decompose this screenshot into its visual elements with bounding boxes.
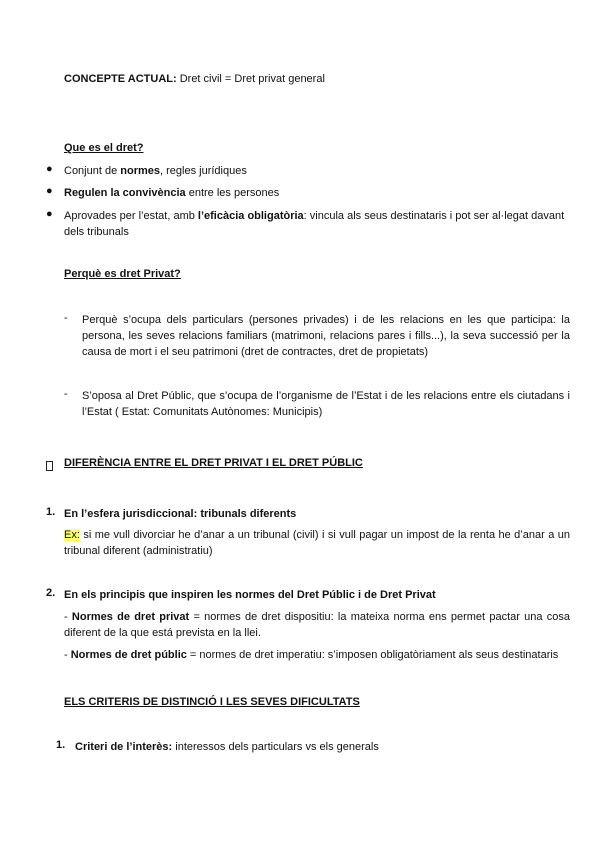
item-text: Conjunt de: [64, 165, 121, 177]
bullet-icon: ●: [46, 208, 53, 220]
line-prefix: -: [64, 611, 72, 623]
line-prefix: -: [64, 649, 71, 661]
item-text: , regles jurídiques: [160, 165, 247, 177]
point-2-line-1: [64, 609, 570, 641]
checkbox-bullet-icon: [46, 458, 53, 476]
perque-item-2: S’oposa al Dret Públic, que s’ocupa de l’organisme de l’Estat i de les relacions entre els ciutadans i l’Estat ( Estat: Comunitats Autònomes: Municipis): [82, 390, 570, 418]
item-text: Aprovades per l’estat, amb: [64, 210, 198, 222]
perque-heading: Perquè es dret Privat?: [64, 268, 181, 280]
criteri-1: [75, 739, 570, 755]
item-bold: Regulen la convivència: [64, 187, 186, 199]
concepte-label: CONCEPTE ACTUAL:: [64, 73, 177, 85]
concepte-line: [64, 71, 564, 87]
que-es-item-3: [64, 208, 570, 240]
item-text: : vincula als seus destinataris i pot ser al·legat davant dels tribunals: [64, 210, 565, 238]
line-bold: Normes de dret públic: [70, 649, 187, 661]
que-es-item-1: [64, 163, 570, 179]
point-number: 1.: [46, 506, 56, 518]
que-es-item-2: [64, 185, 570, 201]
example-text: si me vull divorciar he d’anar a un tribunal (civil) i si vull pagar un impost de la renta he d’anar a un tribunal diferent (administratiu): [64, 529, 570, 557]
diferencia-heading: DIFERÈNCIA ENTRE EL DRET PRIVAT I EL DRET PÚBLIC: [64, 457, 363, 469]
item-text: entre les persones: [185, 187, 280, 199]
line-bold: Normes de dret privat: [71, 611, 190, 623]
point-1-title: En l’esfera jurisdiccional: tribunals diferents: [64, 508, 297, 520]
point-number: 2.: [46, 587, 56, 599]
dash-marker: -: [64, 388, 68, 400]
point-1-example: [64, 527, 570, 559]
que-es-heading: Que es el dret?: [64, 142, 144, 154]
concepte-text: Dret civil = Dret privat general: [176, 73, 325, 85]
point-2-title: En els principis que inspiren les normes del Dret Públic i de Dret Privat: [64, 589, 436, 601]
point-2-line-2: [64, 647, 570, 663]
criteris-heading: ELS CRITERIS DE DISTINCIÓ I LES SEVES DIFICULTATS: [64, 696, 360, 708]
line-text: = normes de dret imperatiu: s’imposen obligatòriament als seus destinataris: [186, 649, 559, 661]
criteri-number: 1.: [56, 739, 66, 751]
criteri-title: Criteri de l’interès:: [75, 741, 173, 753]
bullet-icon: ●: [46, 163, 53, 175]
item-bold: normes: [120, 165, 161, 177]
item-bold: l’eficàcia obligatòria: [197, 210, 304, 222]
bullet-icon: ●: [46, 185, 53, 197]
perque-item-1: Perquè s’ocupa dels particulars (persones privades) i de les relacions en les que participa: la persona, les seves relacions familiars (matrimoni, relacions pares i fills...), la seva successió per la causa de mort i el seu patrimoni (dret de contractes, dret de propietats): [82, 314, 570, 358]
example-label: Ex:: [64, 529, 80, 541]
line-text: = normes de dret dispositiu: la mateixa norma ens permet pactar una cosa diferent de la que está prevista en la llei.: [64, 611, 571, 639]
criteri-text: interessos dels particulars vs els generals: [172, 741, 379, 753]
dash-marker: -: [64, 312, 68, 324]
